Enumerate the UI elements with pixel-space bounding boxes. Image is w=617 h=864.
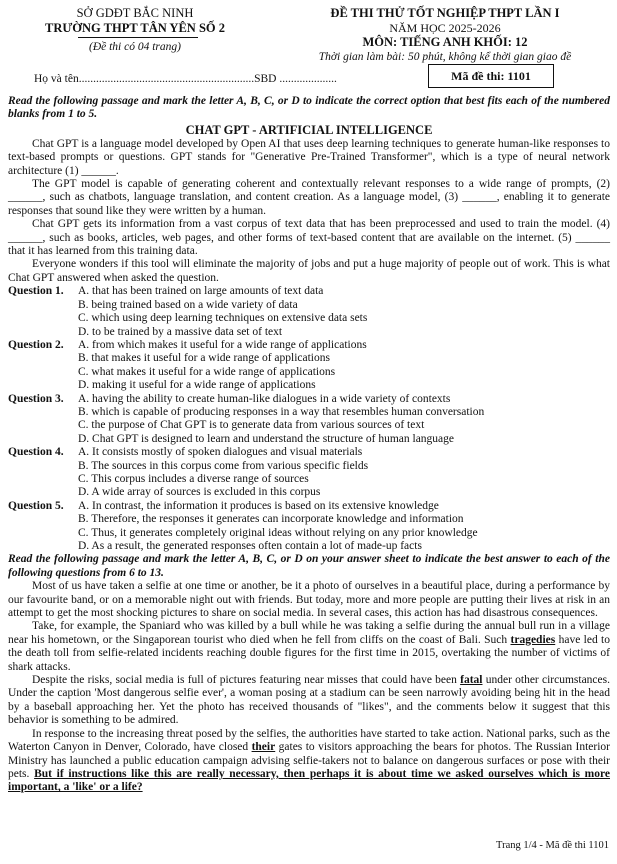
underlined-word-fatal: fatal <box>460 674 483 687</box>
passage1-paragraph-4: Everyone wonders if this tool will eliminate the majority of jobs and put a huge majority of people out of work. This is what Chat GPT answered when asked the question. <box>8 258 610 284</box>
pages-note: (Đề thi có 04 trang) <box>89 41 181 53</box>
paragraph-text: have led to the death toll from selfie-related incidents reaching double figures for the first time in 2015, overtaking the number of victims of shark attacks. <box>8 633 611 673</box>
option-d[interactable]: D. to be trained by a massive data set of text <box>78 325 283 338</box>
option-c[interactable]: C. Thus, it generates completely original ideas without relying on any prior knowledge <box>78 526 478 539</box>
option-d[interactable]: D. As a result, the generated responses often contain a lot of made-up facts <box>78 540 422 552</box>
option-a[interactable]: A. that has been trained on large amounts of text data <box>78 285 324 298</box>
passage2-paragraph-2 <box>8 620 610 674</box>
question-label: Question 2. <box>8 338 64 351</box>
page-footer: Trang 1/4 - Mã đề thi 1101 <box>496 840 609 851</box>
question-label: Question 3. <box>8 392 64 405</box>
paragraph-text: Take, for example, the Spaniard who was killed by a bull while he was taking a selfie during the annual bull run in a village near his hometown, or the Singaporean tourist who died when he fell from cliffs on the coast of Bali. Such <box>8 620 610 646</box>
option-a[interactable]: A. from which makes it useful for a wide range of applications <box>78 338 367 351</box>
option-c[interactable]: C. which using deep learning techniques on extensive data sets <box>78 312 368 325</box>
question-5 <box>8 500 610 554</box>
exam-content <box>8 95 610 795</box>
header-left <box>20 6 250 55</box>
passage2-paragraph-1: Most of us have taken a selfie at one time or another, be it a photo of ourselves in a beautiful place, during a performance by our favourite band, or on a memorable night out with friends. But today, more and more people are putting their lives at risk in an attempt to get the most shocking pictures to share on social media. In several cases, this action has had disastrous consequences. <box>8 580 610 620</box>
paragraph-text: under other circumstances. Under the caption 'Most dangerous selfie ever', a woman posing at a stadium can be seen narrowly avoiding being hit in the head by a baseball approaching her. Yet the photo has received thousands of "likes", and the comments below it suggest that this behavior is something to be admired. <box>8 674 610 727</box>
exam-title: ĐỀ THI THỬ TỐT NGHIỆP THPT LẦN I <box>330 6 560 20</box>
underlined-word-their: their <box>251 741 276 754</box>
option-a[interactable]: A. It consists mostly of spoken dialogues and visual materials <box>78 446 363 459</box>
school-year: NĂM HỌC 2025-2026 <box>389 21 501 35</box>
option-d[interactable]: D. A wide array of sources is excluded in this corpus <box>78 486 321 499</box>
option-b[interactable]: B. Therefore, the responses it generates can incorporate knowledge and information <box>78 513 464 526</box>
school-name: TRƯỜNG THPT TÂN YÊN SỐ 2 <box>44 21 225 35</box>
passage1-paragraph-2: The GPT model is capable of generating coherent and contextually relevant responses to a wide range of prompts, (2) ______, such as chatbots, language translation, and content creation. As a language model, (3) ______, enabling it to generate responses that sound like they were written by a human. <box>8 178 610 217</box>
underlined-word-tragedies: tragedies <box>510 633 556 646</box>
question-label: Question 5. <box>8 499 64 512</box>
passage-title: CHAT GPT - ARTIFICIAL INTELLIGENCE <box>185 122 433 137</box>
school-underline <box>78 37 198 38</box>
option-b[interactable]: B. being trained based on a wide variety of data <box>78 298 298 311</box>
exam-code-box: Mã đề thi: 1101 <box>428 64 554 88</box>
paragraph-text: Despite the risks, social media is full of pictures featuring near misses that could have been <box>32 674 461 687</box>
department-name: SỞ GDĐT BẮC NINH <box>76 6 194 20</box>
option-b[interactable]: B. that makes it useful for a wide range of applications <box>78 352 330 365</box>
option-b[interactable]: B. The sources in this corpus come from various specific fields <box>78 459 369 472</box>
option-b[interactable]: B. which is capable of producing responses in a way that resembles human conversation <box>78 405 485 418</box>
time-note: Thời gian làm bài: 50 phút, không kể thời gian giao đề <box>318 51 572 63</box>
passage1-paragraph-1: Chat GPT is a language model developed by Open AI that uses deep learning techniques to generate human-like responses to text-based prompts or questions. GPT stands for "Generative Pre-Trained Transformer", which is a type of neural network architecture (1) ______. <box>8 137 610 177</box>
question-label: Question 1. <box>8 285 64 298</box>
underlined-sentence: But if instructions like this are really necessary, then perhaps it is about time we asked ourselves which is more important, a 'like' or a life? <box>8 767 610 794</box>
option-c[interactable]: C. This corpus includes a diverse range of sources <box>78 472 309 485</box>
option-c[interactable]: C. what makes it useful for a wide range of applications <box>78 365 336 378</box>
question-1 <box>8 285 610 339</box>
option-d[interactable]: D. making it useful for a wide range of applications <box>78 379 316 392</box>
passage1-paragraph-3: Chat GPT gets its information from a vast corpus of text data that has been preprocessed and used to train the model. (4) ______, such as books, articles, web pages, and other forms of text-based content that are available on the internet. (5) ______ that it has learned from this training data. <box>8 218 610 258</box>
passage2-paragraph-4 <box>8 728 610 795</box>
question-2 <box>8 339 610 393</box>
subject: MÔN: TIẾNG ANH KHỐI: 12 <box>362 35 528 49</box>
section2-instruction: Read the following passage and mark the letter A, B, C, or D on your answer sheet to indicate the best answer to each of the following questions from 6 to 13. <box>8 553 610 579</box>
option-a[interactable]: A. In contrast, the information it produces is based on its extensive knowledge <box>78 499 439 512</box>
paragraph-text: In response to the increasing threat posed by the selfies, the authorities have started to take action. National parks, such as the Waterton Canyon in Denver, Colorado, have closed <box>8 727 610 754</box>
option-a[interactable]: A. having the ability to create human-like dialogues in a wide variety of contexts <box>78 392 451 405</box>
header-right <box>280 6 610 64</box>
option-c[interactable]: C. the purpose of Chat GPT is to generate data from various sources of text <box>78 419 425 432</box>
question-3 <box>8 393 610 447</box>
section1-instruction: Read the following passage and mark the letter A, B, C, or D to indicate the correct option that best fits each of the numbered blanks from 1 to 5. <box>8 95 610 121</box>
paragraph-text: gates to visitors approaching the bears for photos. The Russian Interior Ministry has launched a public education campaign advising selfie-takers not to balance on dangerous surfaces or pose with their pets. <box>8 741 610 780</box>
student-info-line: Họ và tên.............................................................SBD .................... <box>34 73 337 85</box>
question-label: Question 4. <box>8 446 64 459</box>
question-4 <box>8 446 610 500</box>
option-d[interactable]: D. Chat GPT is designed to learn and understand the structure of human language <box>78 432 455 445</box>
passage2-paragraph-3 <box>8 674 610 728</box>
